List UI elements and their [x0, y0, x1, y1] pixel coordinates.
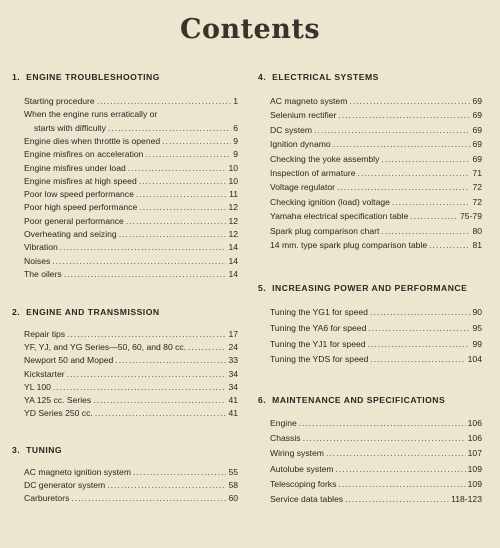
toc-entry-page: 69 [472, 110, 482, 121]
dot-leader [368, 323, 470, 333]
toc-entry [270, 323, 482, 333]
dot-leader [97, 96, 232, 106]
section-number: 1. [12, 72, 21, 82]
toc-entry-label: Newport 50 and Moped [24, 355, 114, 366]
toc-entry-page: 69 [472, 124, 482, 135]
toc-entry-page: 72 [472, 182, 482, 193]
toc-entry [270, 464, 482, 474]
toc-entry-page: 99 [472, 338, 482, 349]
toc-entry [270, 110, 482, 120]
toc-entry-label: Carburetors [24, 493, 70, 504]
toc-entry-label: YA 125 cc. Series [24, 395, 92, 405]
dot-leader [370, 354, 465, 364]
toc-entry-page: 9 [233, 135, 238, 146]
toc-entry [24, 369, 238, 379]
toc-entry-page: 106 [467, 418, 482, 428]
toc-entry [270, 226, 482, 236]
toc-entry [270, 197, 482, 207]
toc-entry-label: Poor high speed performance [24, 202, 138, 213]
toc-entry-page: 34 [228, 381, 238, 392]
dot-leader [368, 339, 471, 349]
section-heading [258, 72, 379, 82]
section-heading [258, 283, 467, 293]
toc-entry [24, 163, 238, 173]
section-title: ENGINE TROUBLESHOOTING [26, 72, 160, 82]
toc-entry [24, 408, 238, 418]
toc-entry-page: 69 [472, 96, 482, 106]
toc-entry-label: Checking the yoke assembly [270, 153, 380, 164]
toc-entry-label: AC magneto ignition system [24, 467, 131, 477]
toc-entry [24, 216, 238, 226]
toc-entry-label: Engine dies when throttle is opened [24, 135, 161, 146]
toc-entry [24, 96, 238, 106]
dot-leader [60, 242, 227, 252]
toc-entry-page: 95 [472, 322, 482, 333]
section-number: 3. [12, 445, 21, 455]
dot-leader [410, 211, 458, 221]
toc-entry [24, 149, 238, 159]
dot-leader [337, 182, 470, 192]
dot-leader [93, 395, 226, 405]
dot-leader [345, 494, 449, 504]
toc-entry-label: AC magneto system [270, 96, 348, 106]
toc-entry-label: Tuning the YA6 for speed [270, 322, 367, 333]
dot-leader [119, 229, 227, 239]
dot-leader [126, 216, 227, 226]
section-number: 5. [258, 283, 267, 293]
dot-leader [53, 382, 227, 392]
toc-entry-label: When the engine runs erratically or [24, 109, 158, 120]
section-title: INCREASING POWER AND PERFORMANCE [272, 283, 468, 293]
dot-leader [358, 168, 471, 178]
toc-entry-label: YL 100 [24, 381, 51, 392]
dot-leader [381, 154, 470, 164]
toc-entry [270, 479, 482, 489]
dot-leader [338, 110, 470, 120]
toc-entry-page: 14 [228, 268, 238, 279]
toc-entry-page: 109 [467, 478, 482, 489]
toc-entry-label: Chassis [270, 433, 301, 444]
toc-entry-label: Checking ignition (load) voltage [270, 196, 390, 207]
toc-entry [24, 176, 238, 186]
toc-entry-page: 75-79 [460, 211, 482, 222]
toc-entry [270, 182, 482, 192]
toc-entry [24, 467, 238, 477]
section-heading [12, 445, 62, 455]
toc-entry-label: Engine [270, 418, 297, 428]
toc-entry-label: Engine misfires under load [24, 162, 126, 173]
toc-entry-label: 14 mm. type spark plug comparison table [270, 240, 428, 250]
toc-entry-label: The oilers [24, 268, 62, 279]
toc-entry [270, 448, 482, 458]
toc-entry [270, 354, 482, 364]
dot-leader [326, 448, 466, 458]
toc-entry [24, 109, 238, 119]
toc-entry [270, 494, 482, 504]
toc-entry-label: Yamaha electrical specification table [270, 211, 409, 222]
toc-entry [24, 382, 238, 392]
toc-entry-page: 69 [472, 153, 482, 164]
toc-entry-label: DC generator system [24, 480, 106, 491]
section-heading [258, 395, 445, 405]
toc-entry-page: 11 [229, 189, 238, 200]
toc-entry-label: Noises [24, 255, 51, 266]
toc-entry [270, 339, 482, 349]
dot-leader [136, 189, 227, 199]
toc-entry-label: Poor general performance [24, 215, 124, 226]
toc-entry [34, 123, 238, 133]
dot-leader [67, 369, 227, 379]
toc-entry [270, 125, 482, 135]
dot-leader [381, 226, 470, 236]
toc-entry-page: 12 [228, 215, 238, 226]
toc-entry [270, 240, 482, 250]
dot-leader [64, 269, 227, 279]
toc-entry-page: 55 [228, 467, 238, 477]
dot-leader [145, 149, 231, 159]
toc-entry-page: 107 [467, 448, 482, 459]
dot-leader [67, 329, 226, 339]
toc-entry-label: Selenium rectifier [270, 110, 337, 121]
toc-entry-page: 81 [472, 240, 482, 250]
toc-entry [270, 211, 482, 221]
toc-entry-page: 71 [472, 168, 482, 178]
page-title: Contents [179, 14, 321, 45]
toc-entry-label: Kickstarter [24, 368, 65, 379]
dot-leader [133, 467, 226, 477]
section-heading [12, 72, 160, 82]
dot-leader [162, 136, 231, 146]
toc-entry-label: Vibration [24, 242, 58, 253]
toc-entry-label: Telescoping forks [270, 478, 337, 489]
section-title: ENGINE AND TRANSMISSION [26, 307, 160, 317]
toc-entry-page: 10 [228, 162, 238, 173]
toc-entry-page: 14 [228, 255, 238, 266]
toc-entry-label: Engine misfires on acceleration [24, 149, 144, 160]
toc-entry-label: Tuning the YDS for speed [270, 354, 369, 365]
toc-entry-page: 41 [228, 408, 238, 419]
toc-entry-label: Starting procedure [24, 96, 95, 106]
toc-entry-label: starts with difficulty [34, 122, 106, 133]
toc-entry-page: 69 [472, 139, 482, 150]
toc-entry [24, 229, 238, 239]
section-title: MAINTENANCE AND SPECIFICATIONS [272, 395, 446, 405]
toc-entry-label: YF, YJ, and YG Series—50, 60, and 80 cc. [24, 342, 187, 353]
dot-leader [429, 240, 470, 250]
toc-entry-label: DC system [270, 124, 313, 135]
dot-leader [299, 418, 466, 428]
toc-entry-page: 58 [228, 480, 238, 491]
toc-entry-page: 6 [233, 122, 238, 133]
toc-entry-page: 109 [467, 463, 482, 474]
section-number: 2. [12, 307, 21, 317]
toc-entry-label: Wiring system [270, 448, 324, 459]
dot-leader [392, 197, 471, 207]
toc-entry-page: 1 [233, 96, 238, 106]
toc-entry-page: 10 [228, 175, 238, 186]
dot-leader [108, 123, 231, 133]
toc-entry [24, 136, 238, 146]
toc-entry [270, 168, 482, 178]
dot-leader [303, 433, 466, 443]
toc-entry-page: 17 [228, 329, 238, 339]
toc-entry [270, 96, 482, 106]
toc-entry-page: 104 [467, 354, 482, 365]
toc-entry-label: Tuning the YG1 for speed [270, 307, 368, 317]
dot-leader [139, 202, 226, 212]
dot-leader [336, 464, 466, 474]
dot-leader [338, 479, 465, 489]
toc-entry-label: Tuning the YJ1 for speed [270, 338, 366, 349]
toc-entry [24, 242, 238, 252]
dot-leader [95, 408, 227, 418]
toc-entry-label: Repair tips [24, 329, 66, 339]
toc-entry-page: 118-123 [451, 494, 482, 504]
toc-entry [24, 395, 238, 405]
dot-leader [370, 307, 470, 317]
toc-entry-page: 9 [233, 149, 238, 160]
toc-entry-label: Engine misfires at high speed [24, 175, 137, 186]
toc-entry-page: 80 [472, 225, 482, 236]
toc-entry-label: Spark plug comparison chart [270, 225, 380, 236]
toc-entry [24, 355, 238, 365]
toc-entry-label: Autolube system [270, 463, 334, 474]
toc-entry-page: 60 [228, 493, 238, 504]
toc-entry-page: 106 [467, 433, 482, 444]
toc-entry-page: 14 [228, 242, 238, 253]
toc-entry-label: Voltage regulator [270, 182, 335, 193]
toc-entry-label: Poor low speed performance [24, 189, 134, 200]
toc-entry-page: 90 [472, 307, 482, 317]
toc-entry [24, 493, 238, 503]
toc-entry-label: Ignition dynamo [270, 139, 331, 150]
toc-entry [24, 202, 238, 212]
toc-entry [24, 269, 238, 279]
dot-leader [314, 125, 470, 135]
toc-entry-page: 34 [228, 368, 238, 379]
dot-leader [139, 176, 227, 186]
dot-leader [188, 342, 226, 352]
toc-entry-label: Overheating and seizing [24, 229, 117, 239]
toc-entry [24, 189, 238, 199]
dot-leader [128, 163, 227, 173]
toc-entry-page: 12 [228, 229, 238, 239]
toc-entry-page: 33 [228, 355, 238, 366]
toc-entry [270, 154, 482, 164]
toc-entry-page: 12 [228, 202, 238, 213]
toc-entry-label: YD Series 250 cc. [24, 408, 93, 419]
toc-entry [24, 329, 238, 339]
section-title: ELECTRICAL SYSTEMS [272, 72, 379, 82]
dot-leader [107, 480, 226, 490]
toc-entry [270, 433, 482, 443]
toc-entry-page: 24 [228, 342, 238, 353]
toc-entry-page: 41 [228, 395, 238, 405]
section-title: TUNING [26, 445, 63, 455]
toc-entry-label: Inspection of armature [270, 168, 356, 178]
toc-entry-page: 72 [472, 196, 482, 207]
dot-leader [115, 355, 226, 365]
toc-entry-label: Service data tables [270, 494, 344, 504]
dot-leader [52, 256, 226, 266]
toc-entry [270, 307, 482, 317]
toc-entry [270, 418, 482, 428]
section-number: 6. [258, 395, 267, 405]
dot-leader [349, 96, 470, 106]
toc-entry [24, 256, 238, 266]
section-number: 4. [258, 72, 267, 82]
toc-entry [270, 139, 482, 149]
dot-leader [71, 493, 226, 503]
dot-leader [333, 139, 471, 149]
section-heading [12, 307, 160, 317]
toc-entry [24, 342, 238, 352]
toc-entry [24, 480, 238, 490]
